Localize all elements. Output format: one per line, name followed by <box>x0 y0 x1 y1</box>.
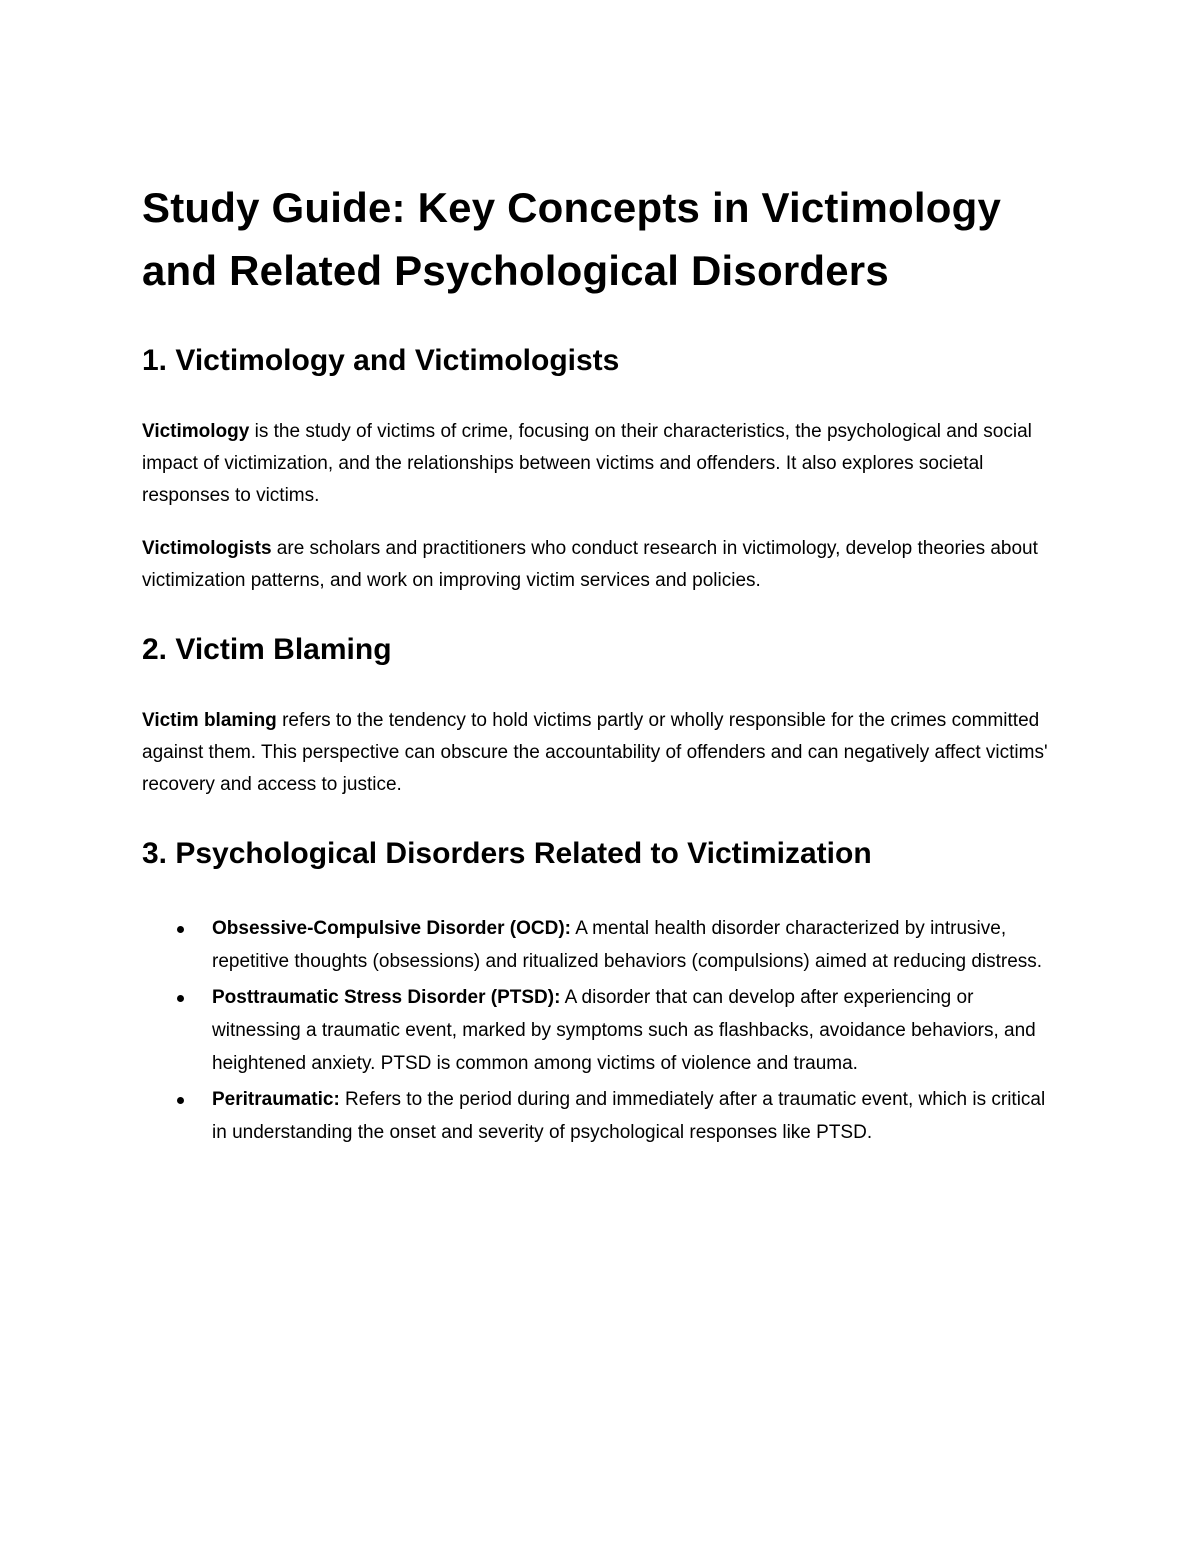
definition-peritraumatic: Refers to the period during and immediately after a traumatic event, which is critical in understanding the onset and severity of psychological responses like PTSD. <box>212 1089 1046 1143</box>
disorders-list <box>142 912 1060 1149</box>
bullet-icon <box>177 995 184 1002</box>
definition-victimology: is the study of victims of crime, focusing on their characteristics, the psychological and social impact of victimization, and the relationships between victims and offenders. It also explores societal responses to victims. <box>142 421 1032 506</box>
definition-victimologists: are scholars and practitioners who conduct research in victimology, develop theories about victimization patterns, and work on improving victim services and policies. <box>142 538 1038 591</box>
paragraph-victimology-definition <box>142 416 1060 512</box>
section-heading-victimology: 1. Victimology and Victimologists <box>142 344 620 377</box>
term-victim-blaming: Victim blaming <box>142 710 277 731</box>
section-heading-psychological-disorders: 3. Psychological Disorders Related to Victimization <box>142 837 872 870</box>
term-victimologists: Victimologists <box>142 538 272 559</box>
bullet-icon <box>177 1097 184 1104</box>
paragraph-victimologists-definition <box>142 533 1060 597</box>
bullet-icon <box>177 926 184 933</box>
list-item <box>212 912 1060 978</box>
definition-victim-blaming: refers to the tendency to hold victims partly or wholly responsible for the crimes committed against them. This perspective can obscure the accountability of offenders and can negatively affect victims' recovery and access to justice. <box>142 710 1048 795</box>
definition-ptsd: A disorder that can develop after experiencing or witnessing a traumatic event, marked by symptoms such as flashbacks, avoidance behaviors, and heightened anxiety. PTSD is common among victims of violence and trauma. <box>212 987 1036 1074</box>
paragraph-victim-blaming-definition <box>142 705 1060 801</box>
section-heading-victim-blaming: 2. Victim Blaming <box>142 633 392 666</box>
term-ptsd: Posttraumatic Stress Disorder (PTSD): <box>212 987 561 1008</box>
term-victimology: Victimology <box>142 421 250 442</box>
list-item <box>212 981 1060 1080</box>
document-title: Study Guide: Key Concepts in Victimology and Related Psychological Disorders <box>142 184 1002 294</box>
definition-ocd: A mental health disorder characterized by intrusive, repetitive thoughts (obsessions) and ritualized behaviors (compulsions) aimed at reducing distress. <box>212 918 1043 972</box>
list-item <box>212 1083 1060 1149</box>
term-ocd: Obsessive-Compulsive Disorder (OCD): <box>212 918 571 939</box>
term-peritraumatic: Peritraumatic: <box>212 1089 340 1110</box>
